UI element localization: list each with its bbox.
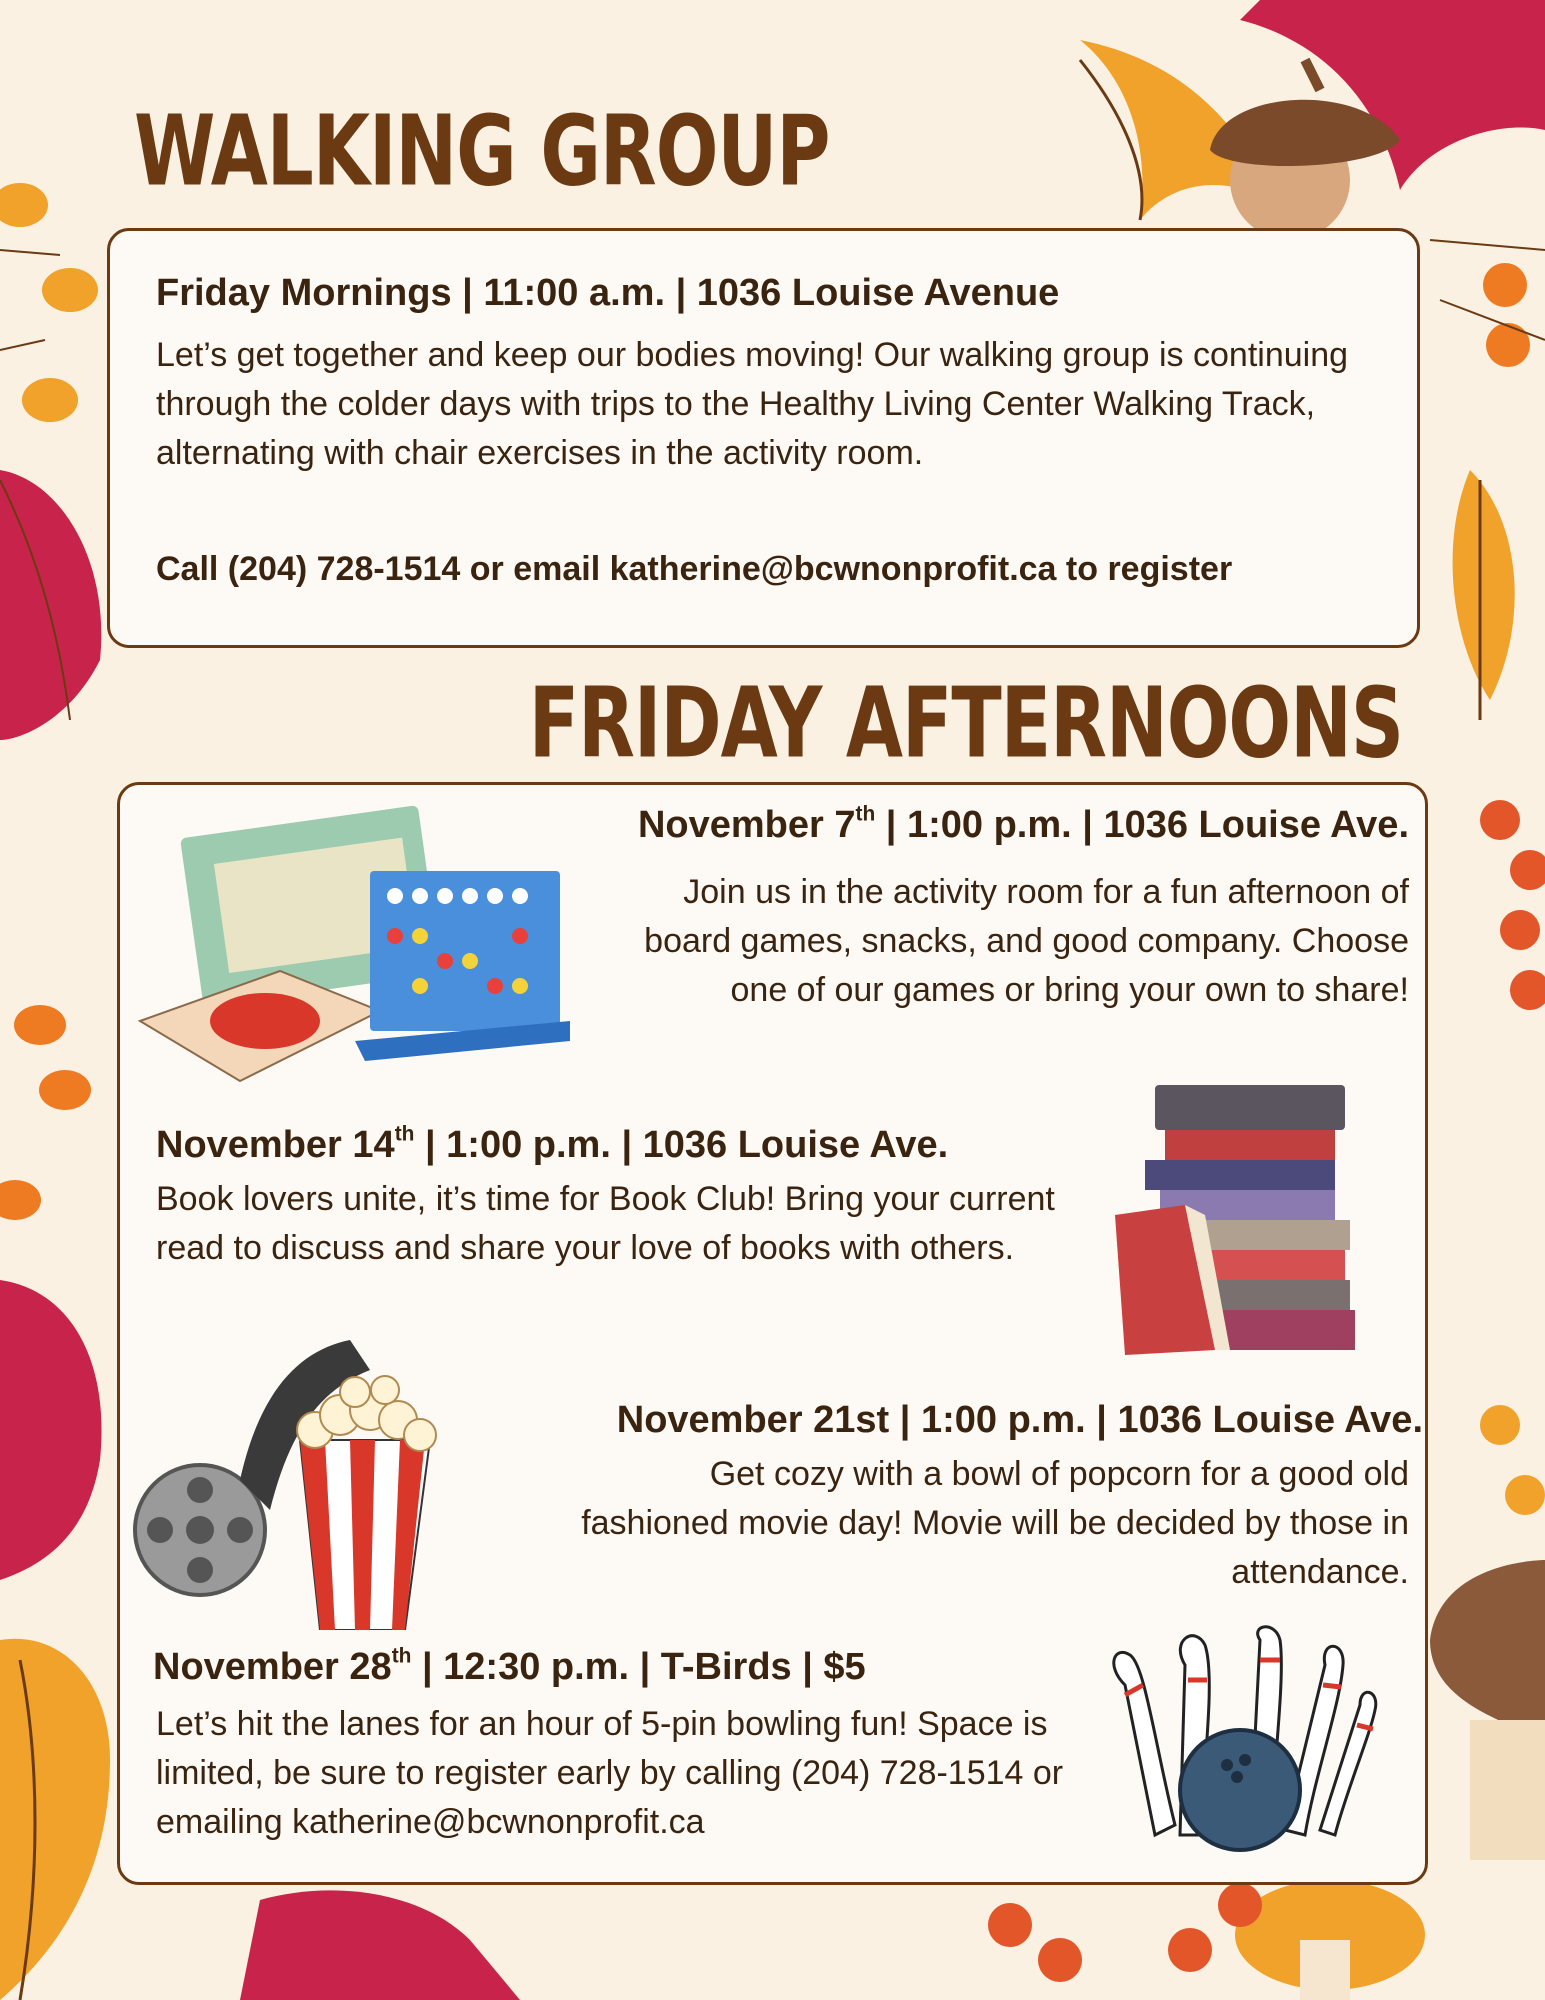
- friday-afternoons-card: [117, 782, 1428, 1885]
- event-date-nov-28: November 28th | 12:30 p.m. | T-Birds | $5: [153, 1644, 866, 1688]
- walking-group-description: Let’s get together and keep our bodies moving! Our walking group is continuing through the colder days with trips to the Healthy Living Center Walking Track, alternating with chair exercises in the activity room.: [156, 336, 1349, 472]
- walking-group-card: [107, 228, 1420, 648]
- walking-group-register: Call (204) 728-1514 or email katherine@bcwnonprofit.ca to register: [156, 550, 1233, 588]
- movie-popcorn-icon: [130, 1330, 500, 1630]
- books-icon: [1105, 1075, 1365, 1365]
- event-description-nov-7: Join us in the activity room for a fun afternoon of board games, snacks, and good company. Choose one of our games or bring your own to share!: [644, 873, 1409, 1009]
- event-date-nov-7: November 7th | 1:00 p.m. | 1036 Louise Ave.: [637, 802, 1409, 846]
- bowling-icon: [1085, 1625, 1385, 1855]
- event-description-nov-14: Book lovers unite, it’s time for Book Club! Bring your current read to discuss and share your love of books with others.: [156, 1180, 1055, 1267]
- event-description-nov-28: Let’s hit the lanes for an hour of 5-pin bowling fun! Space is limited, be sure to register early by calling (204) 728-1514 or emailing katherine@bcwnonprofit.ca: [156, 1705, 1064, 1841]
- friday-afternoons-heading: FRIDAY AFTERNOONS: [528, 668, 1403, 781]
- walking-group-heading: WALKING GROUP: [134, 96, 830, 209]
- board-games-icon: [130, 801, 600, 1101]
- event-date-nov-14: November 14th | 1:00 p.m. | 1036 Louise Ave.: [156, 1122, 949, 1166]
- walking-group-schedule: Friday Mornings | 11:00 a.m. | 1036 Louise Avenue: [156, 272, 1060, 314]
- event-date-nov-21: November 21st | 1:00 p.m. | 1036 Louise Ave.: [616, 1399, 1423, 1441]
- event-description-nov-21: Get cozy with a bowl of popcorn for a good old fashioned movie day! Movie will be decided by those in attendance.: [581, 1455, 1409, 1591]
